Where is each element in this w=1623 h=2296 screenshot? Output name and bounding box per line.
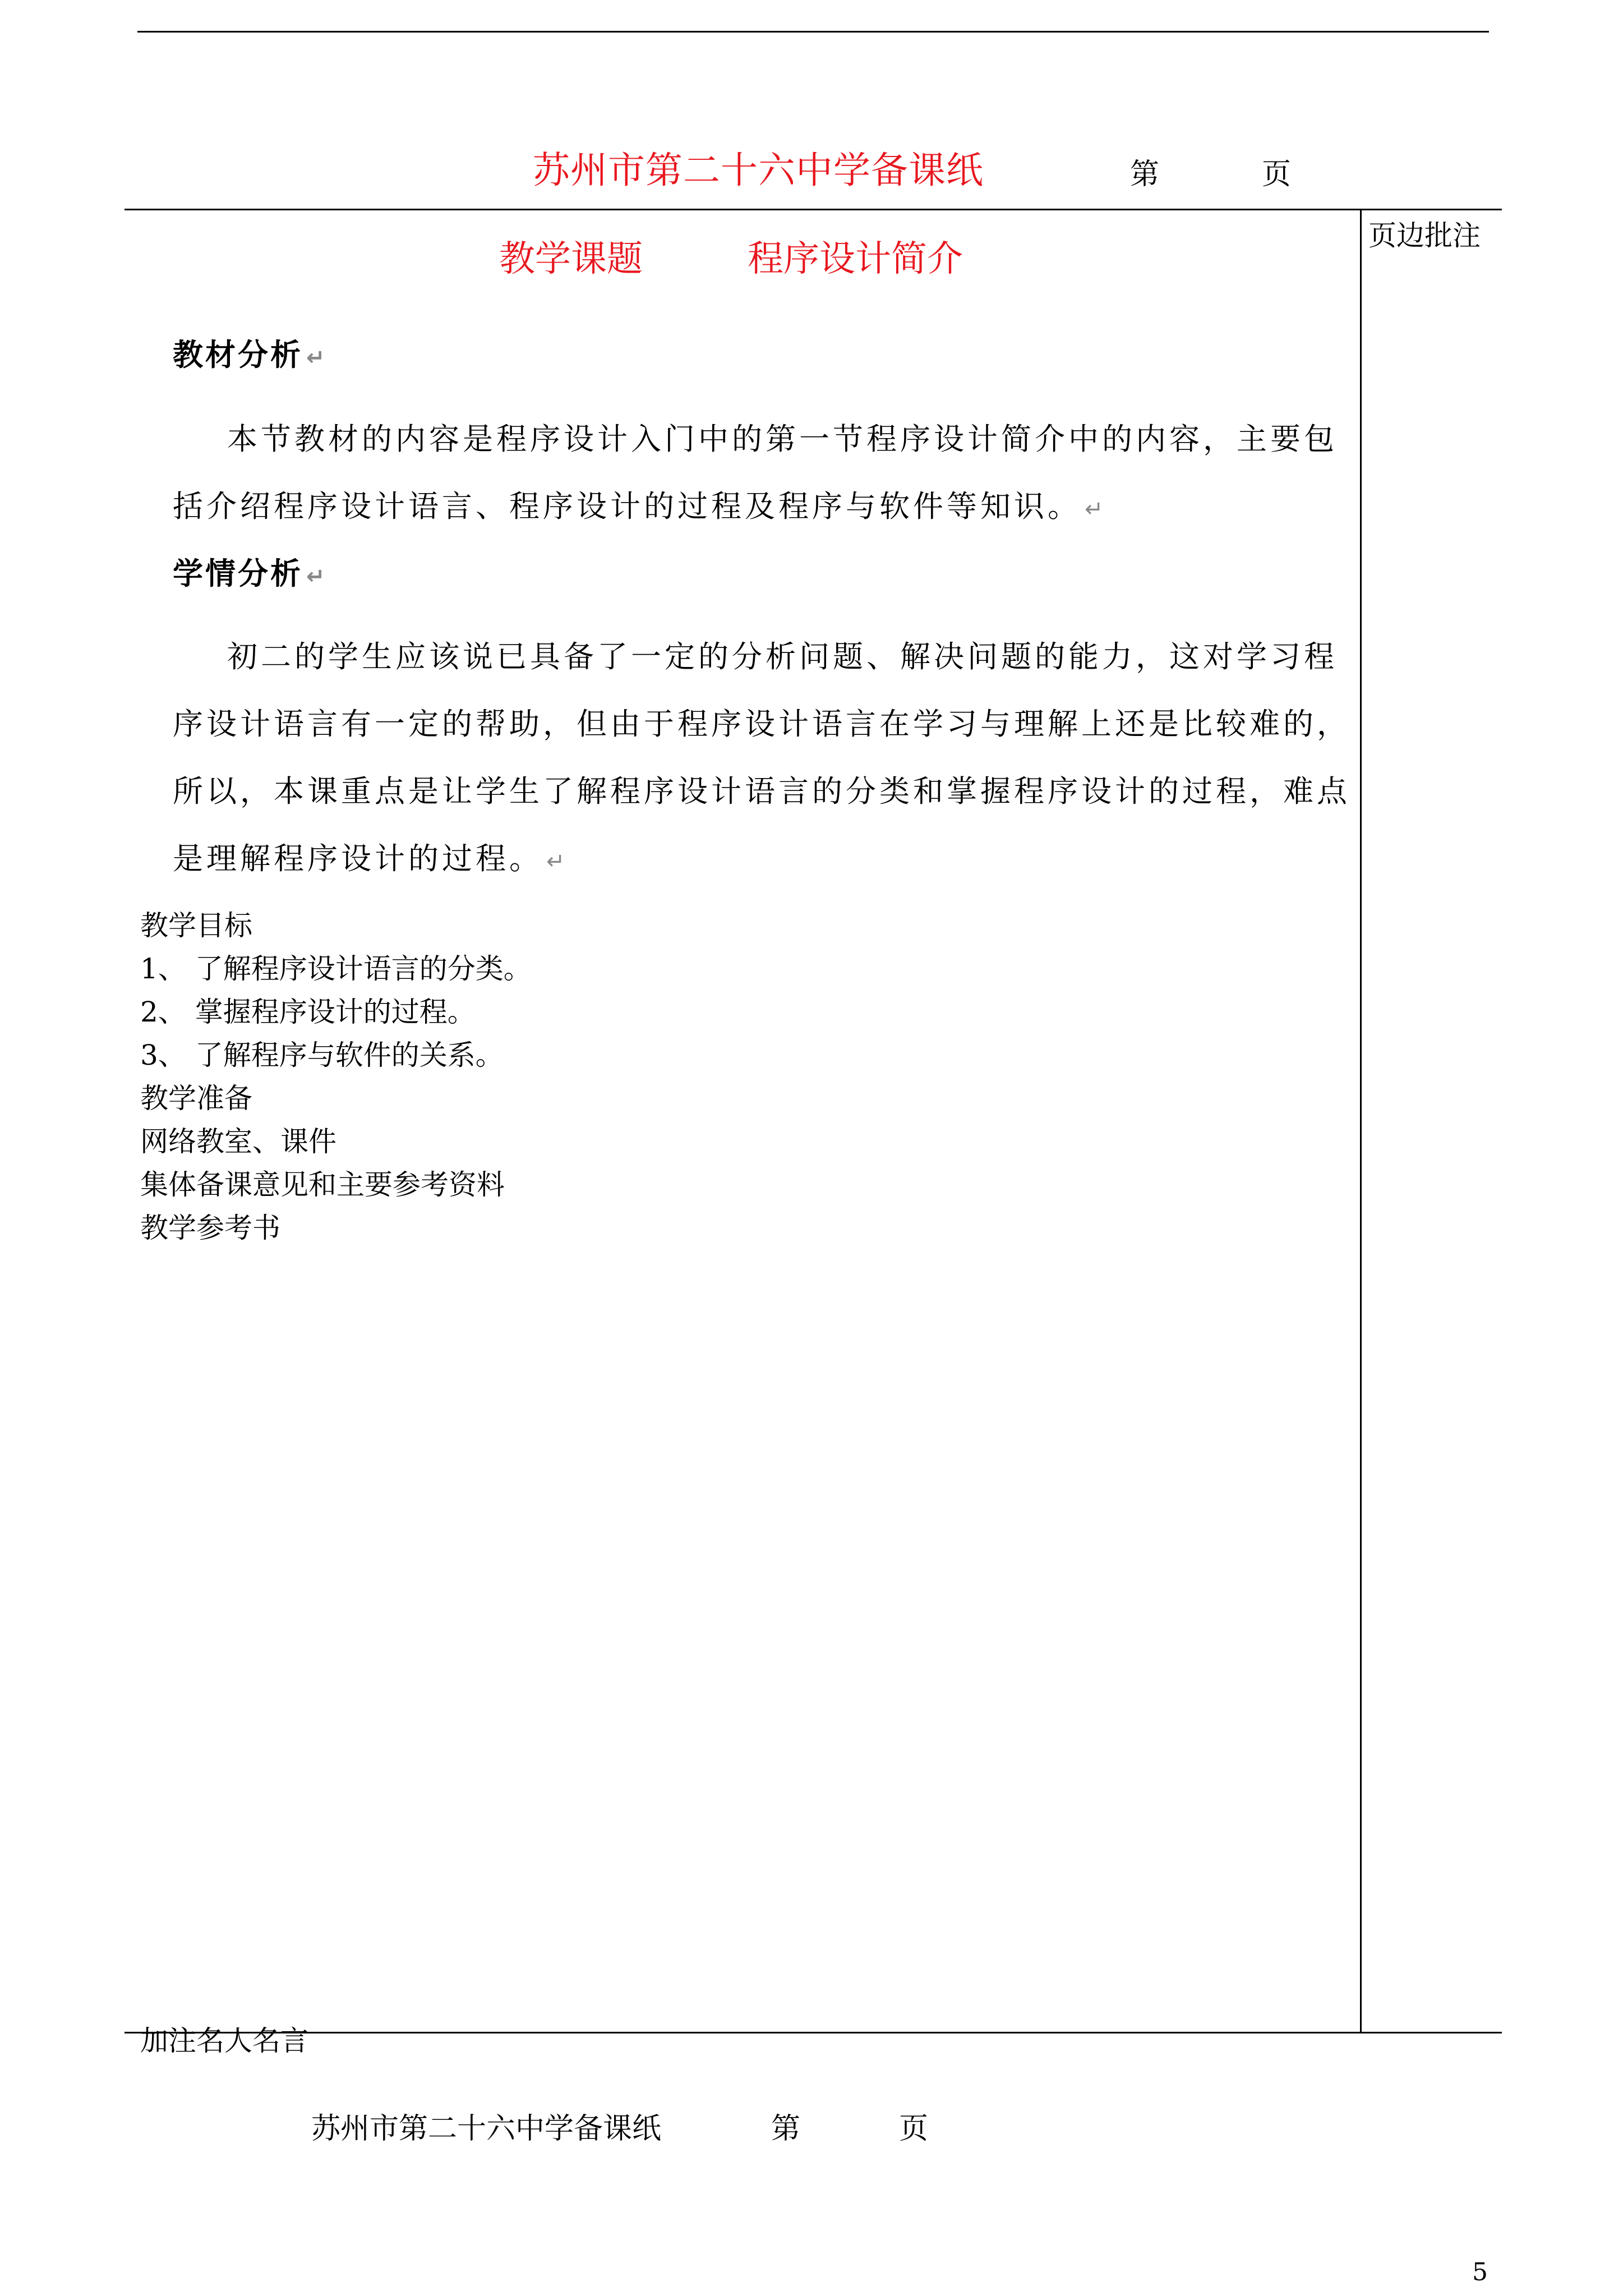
- goal-item-2: 2、 掌握程序设计的过程。: [140, 996, 476, 1028]
- paragraph-mark-icon: ↵: [546, 849, 569, 875]
- student-line-4: [173, 835, 569, 878]
- page-number: 5: [1472, 2258, 1488, 2286]
- table-bottom-rule: [125, 2032, 1502, 2033]
- margin-column-divider: [1360, 209, 1362, 2032]
- famous-quote-label: 加注名人名言: [140, 2024, 308, 2057]
- margin-notes-label: 页边批注: [1368, 219, 1481, 252]
- lesson-topic-name: 程序设计简介: [748, 238, 963, 280]
- header-page-di: 第: [1130, 158, 1160, 191]
- top-rule: [137, 31, 1489, 33]
- line-text: 是理解程序设计的过程。: [173, 841, 543, 876]
- teaching-prep-heading: 教学准备: [140, 1082, 252, 1115]
- header-title: 苏州市第二十六中学备课纸: [533, 149, 984, 192]
- textbook-analysis-heading: [173, 331, 328, 374]
- student-analysis-heading: [173, 550, 328, 593]
- teaching-goals-heading: 教学目标: [140, 909, 252, 942]
- footer-page-ye: 页: [899, 2112, 929, 2146]
- student-line-1: 初二的学生应该说已具备了一定的分析问题、解决问题的能力，这对学习程: [227, 639, 1338, 674]
- heading-text: 教材分析: [173, 337, 303, 372]
- heading-text: 学情分析: [173, 556, 303, 591]
- student-line-2: 序设计语言有一定的帮助，但由于程序设计语言在学习与理解上还是比较难的，: [173, 706, 1350, 742]
- goal-item-3: 3、 了解程序与软件的关系。: [140, 1039, 504, 1071]
- paragraph-mark-icon: ↵: [306, 345, 328, 371]
- line-text: 括介绍程序设计语言、程序设计的过程及程序与软件等知识。: [173, 489, 1081, 524]
- paragraph-mark-icon: ↵: [306, 564, 328, 590]
- header-page-ye: 页: [1262, 158, 1292, 191]
- lesson-topic-label: 教学课题: [499, 238, 643, 280]
- textbook-line-1: 本节教材的内容是程序设计入门中的第一节程序设计简介中的内容，主要包: [227, 421, 1338, 457]
- footer-page-di: 第: [771, 2112, 801, 2146]
- student-line-3: 所以，本课重点是让学生了解程序设计语言的分类和掌握程序设计的过程，难点: [173, 774, 1350, 809]
- group-planning-heading: 集体备课意见和主要参考资料: [140, 1168, 505, 1201]
- group-planning-value: 教学参考书: [140, 1212, 280, 1244]
- header-rule: [125, 209, 1502, 210]
- footer-title: 苏州市第二十六中学备课纸: [311, 2112, 662, 2146]
- goal-item-1: 1、 了解程序设计语言的分类。: [140, 953, 532, 985]
- textbook-line-2: [173, 482, 1107, 526]
- paragraph-mark-icon: ↵: [1085, 496, 1107, 522]
- teaching-prep-value: 网络教室、课件: [140, 1125, 336, 1158]
